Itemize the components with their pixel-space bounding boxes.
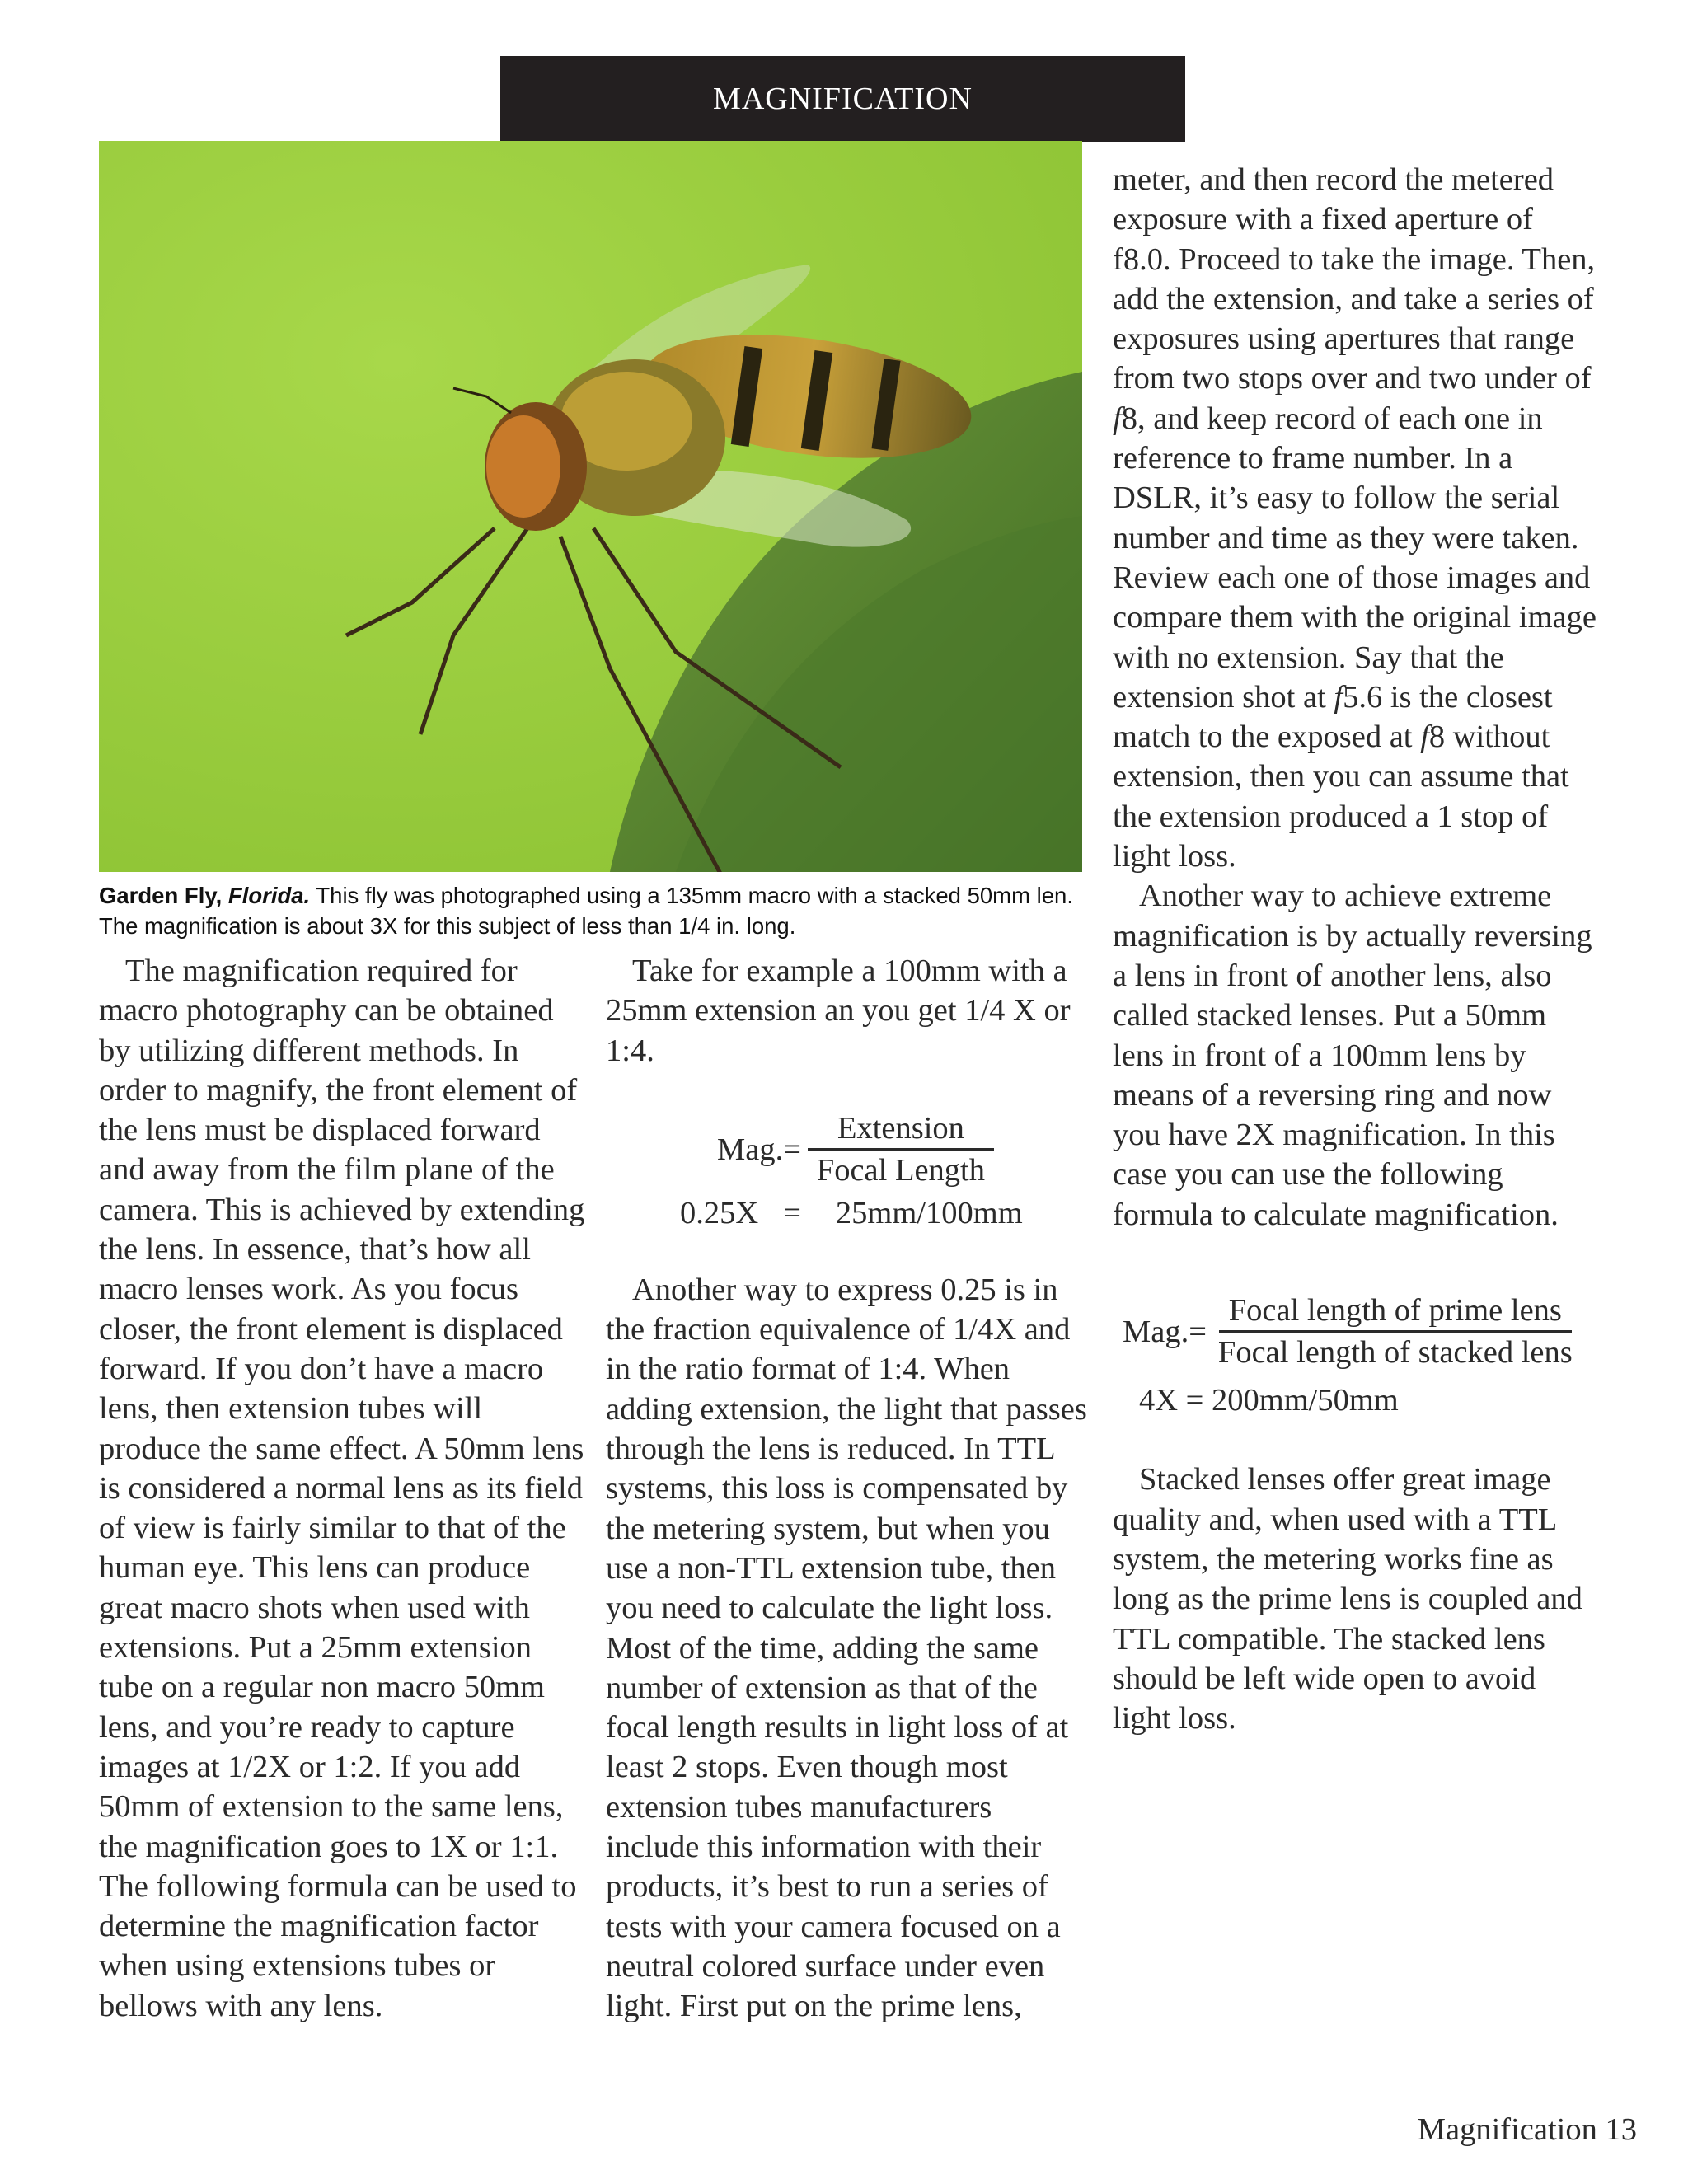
formula1-label: Mag.= <box>717 1132 801 1168</box>
col3-p1-part-b: 8, and keep record of each one in reference to frame number. In a DSLR, it’s easy to follow the serial number and time as they were taken. Review each one of those images and compare them with the original image with no extension. Say that the extension shot at <box>1113 401 1597 715</box>
f-stop-italic: f <box>1334 679 1343 715</box>
formula2-denominator: Focal length of stacked lens <box>1217 1335 1573 1371</box>
formula2-numerator: Focal length of prime lens <box>1219 1292 1572 1333</box>
formula2-fraction <box>1212 1292 1579 1372</box>
column-3 <box>1113 160 1599 1738</box>
formula1-example <box>680 1193 1092 1233</box>
formula2-label: Mag.= <box>1123 1315 1207 1350</box>
f-stop-italic: f <box>1420 719 1429 755</box>
example1-equals: = <box>783 1195 801 1230</box>
page-number: Magnification 13 <box>1417 2112 1637 2147</box>
fly-illustration <box>99 141 1082 872</box>
col1-paragraph-1: The magnification required for macro photography can be obtained by utilizing different methods. In order to magnify, the front element of the lens must be displaced forward and away from the film plane of the camera. This is achieved by extending the lens. In essence, that’s how all macro lenses work. As you focus closer, the front element is displaced forward. If you don’t have a macro lens, then extension tubes will produce the same effect. A 50mm lens is considered a normal lens as its field of view is fairly similar to that of the human eye. This lens can produce great macro shots when used with extensions. Put a 25mm extension tube on a regular non macro 50mm lens, and you’re ready to capture images at 1/2X or 1:2. If you add 50mm of extension to the same lens, the magnification goes to 1X or 1:1. The following formula can be used to determine the magnification factor when using extensions tubes or bellows with any lens. <box>99 954 585 2023</box>
spacer <box>606 1233 1092 1270</box>
spacer <box>1113 1235 1599 1292</box>
caption-title: Garden Fly, <box>99 883 228 908</box>
fly-photo <box>99 141 1082 872</box>
col3-paragraph-1 <box>1113 160 1599 876</box>
caption-place: Florida. <box>227 883 311 908</box>
col3-p1-part-c: 5.6 is the closest match to the exposed at <box>1113 679 1553 755</box>
example1-left: 0.25X <box>680 1195 759 1230</box>
section-title: MAGNIFICATION <box>713 82 973 116</box>
f-stop-italic: f <box>1113 401 1122 436</box>
col3-paragraph-3: Stacked lenses offer great image quality and, when used with a TTL system, the metering works fine as long as the prime lens is coupled and TTL compatible. The stacked lens should be left wide open to avoid light loss. <box>1113 1462 1582 1736</box>
example1-right: 25mm/100mm <box>835 1195 1023 1230</box>
formula2-example: 4X = 200mm/50mm <box>1139 1383 1399 1418</box>
col3-p1-part-a: meter, and then record the metered exposure with a fixed aperture of f8.0. Proceed to take the image. Then, add the extension, and take a series of exposures using apertures that range from two stops over and two under of <box>1113 162 1596 396</box>
col2-paragraph-2: Another way to express 0.25 is in the fraction equivalence of 1/4X and in the ratio format of 1:4. When adding extension, the light that passes through the lens is reduced. In TTL systems, this loss is compensated by the metering system, but when you use a non-TTL extension tube, then you need to calculate the light loss. Most of the time, adding the same number of extension as that of the focal length results in light loss of at least 2 stops. Even though most extension tubes manufacturers include this information with their products, it’s best to run a series of tests with your camera focused on a neutral colored surface under even light. First put on the prime lens, <box>606 1272 1087 2024</box>
spacer <box>1113 1420 1599 1460</box>
column-2 <box>606 951 1092 2027</box>
caption-text: This fly was photographed using a 135mm macro with a stacked 50mm len. The magnification is about 3X for this subject of less than 1/4 in. long. <box>99 883 1073 939</box>
extension-formula <box>717 1110 1092 1190</box>
formula1-numerator: Extension <box>808 1110 994 1151</box>
column-1 <box>99 951 585 2026</box>
col3-paragraph-2: Another way to achieve extreme magnification is by actually reversing a lens in front of another lens, also called stacked lenses. Put a 50mm lens in front of a 100mm lens by means of a reversing ring and now you have 2X magnification. In this case you can use the following formula to calculate magnification. <box>1113 879 1592 1232</box>
col2-paragraph-1: Take for example a 100mm with a 25mm extension an you get 1/4 X or 1:4. <box>606 954 1071 1068</box>
formula1-fraction <box>808 1110 994 1190</box>
spacer <box>606 1071 1092 1110</box>
photo-caption <box>99 880 1088 941</box>
stacked-formula <box>1123 1292 1599 1372</box>
section-header <box>500 56 1185 142</box>
formula1-denominator: Focal Length <box>816 1152 986 1188</box>
col3-p1-part-d: 8 without extension, then you can assume that the extension produced a 1 stop of light loss. <box>1113 719 1569 874</box>
